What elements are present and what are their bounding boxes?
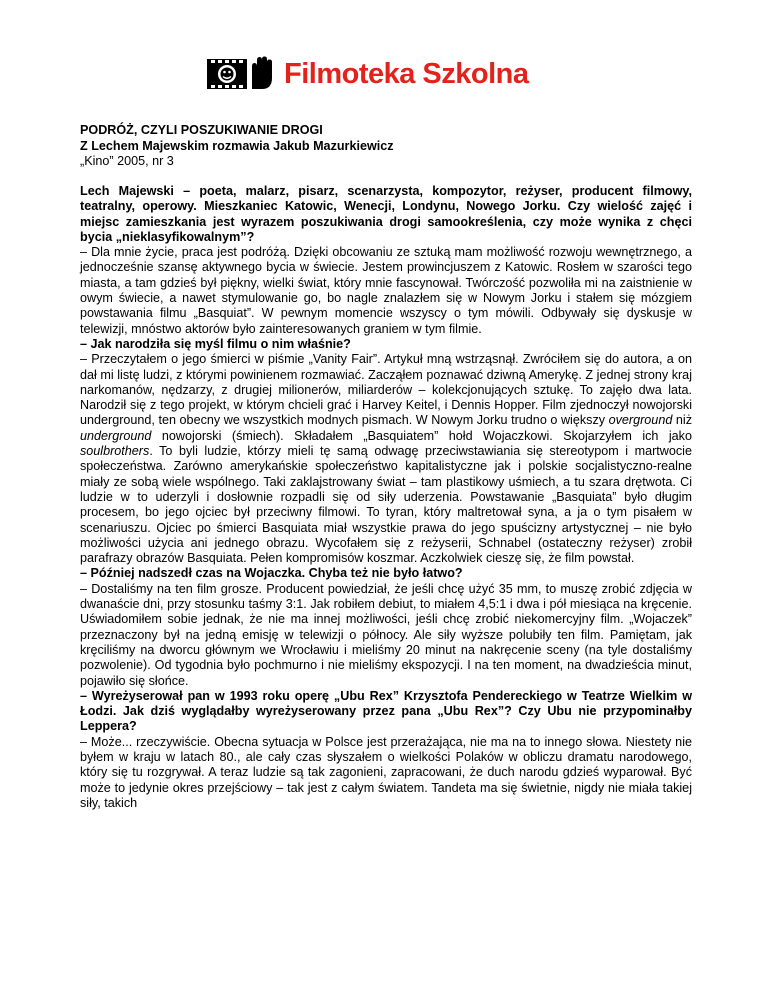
question-paragraph: – Wyreżyserował pan w 1993 roku operę „Ubu Rex” Krzysztofa Pendereckiego w Teatrze Wielkim w Łodzi. Jak dziś wyglądałby wyreżyserowany przez pana „Ubu Rex”? Czy Ubu nie przypominałby Leppera?: [80, 688, 692, 734]
answer-paragraph: – Dostaliśmy na ten film grosze. Producent powiedział, że jeśli chcę użyć 35 mm, to muszę zrobić zdjęcia w dwanaście dni, przy stosunku taśmy 3:1. Jak robiłem debiut, to miałem 4,5:1 i dwa i pół miesiąca na kręcenie. Uświadomiłem sobie jednak, że nie ma innej możliwości, jeśli chcę zrobić niekomercyjny film. „Wojaczek” przeznaczony był na jedną emisję w telewizji o północy. Ale siły wyższe polubiły ten film. Pamiętam, jak kręciliśmy na dworcu głównym we Wrocławiu i mieliśmy 20 minut na nakręcenie sceny (na tyle dostaliśmy pozwolenie). Od tygodnia było pochmurno i nie mieliśmy ekspozycji. I na ten moment, na dwadzieścia minut, pojawiło się słońce.: [80, 581, 692, 688]
article-body: [80, 184, 692, 811]
text-run: . To byli ludzie, którzy mieli tę samą odwagę przeciwstawiania się stereotypom i martwocie społeczeństwa. Zarówno amerykańskie społeczeństwo kapitalistyczne jak i polskie socjalistyczno-realne miały ze sobą wiele wspólnego. Taki zaklajstrowany świat – tam plastikowy uśmiech, a tu szara drętwota. Ci ludzie w to uderzyli i dosłownie rozpadli się od siły uderzenia. Powstawanie „Basquiata” było długim procesem, bo jego ojciec był przeciwny filmowi. To tyran, który maltretował syna, a ja o tym pisałem w scenariuszu. Ojciec po śmierci Basquiata miał wszystkie prawa do jego spuścizny artystycznej – nie było możliwości użycia ani jednego obrazu. Wycofałem się z reżyserii, Schnabel (ostateczny reżyser) zrobił parafrazy obrazów Basquiata. Pełen kompromisów koszmar. Aczkolwiek cieszę się, że film powstał.: [80, 444, 692, 566]
text-run: niż: [672, 413, 692, 428]
question-paragraph: – Jak narodziła się myśl filmu o nim właśnie?: [80, 336, 351, 351]
question-paragraph: Lech Majewski – poeta, malarz, pisarz, scenarzysta, kompozytor, reżyser, producent filmowy, teatralny, operowy. Mieszkaniec Katowic, Wenecji, Londynu, Nowego Jorku. Czy wielość zajęć i miejsc zamieszkania jest wyrazem poszukiwania drogi samookreślenia, czy może wynika z chęci bycia „nieklasyfikowalnym”?: [80, 184, 692, 244]
article-source: „Kino” 2005, nr 3: [80, 154, 174, 169]
film-reel-hand-icon: [206, 56, 282, 92]
text-run: nowojorski (śmiech). Składałem „Basquiatem” hołd Wojaczkowi. Skojarzyłem ich jako: [151, 428, 692, 443]
text-run: – Przeczytałem o jego śmierci w piśmie „Vanity Fair”. Artykuł mną wstrząsnął. Zwróciłem się do autora, a on dał mi listę ludzi, z którymi powinienem rozmawiać. Zacząłem poznawać dziwną Amerykę. Z jednej strony kraj narkomanów, nędzarzy, z drugiej milionerów, miliarderów – kolekcjonujących sztukę. To zajęło dwa lata. Narodził się z tego projekt, w którym chcieli grać i Harvey Keitel, i Dennis Hopper. Film zjednoczył nowojorski underground, ten obecny we wszystkich modnych pismach. W Nowym Jorku trudno o większy: [80, 352, 692, 428]
brand-name: Filmoteka Szkolna: [284, 58, 529, 90]
answer-paragraph: [80, 352, 692, 566]
italic-term: soulbrothers: [80, 444, 150, 459]
answer-paragraph: – Może... rzeczywiście. Obecna sytuacja w Polsce jest przerażająca, nie ma na to innego słowa. Niestety nie byłem w kraju w latach 80., ale cały czas słyszałem o wielkości Polaków w obliczu dramatu narodowego, który się tu rozgrywał. A teraz ludzie są tak zagonieni, zapracowani, że duch narodu gdzieś wyparował. Być może to jedynie okres przejściowy – tak jest z całym światem. Tandeta ma się świetnie, nigdy nie miała takiej siły, takich: [80, 734, 692, 810]
filmoteka-logo[interactable]: [206, 56, 529, 92]
italic-term: overground: [608, 413, 673, 428]
answer-paragraph: – Dla mnie życie, praca jest podróżą. Dzięki obcowaniu ze sztuką mam możliwość rozwoju wewnętrznego, a jednocześnie szansę aktywnego bycia w świecie. Jestem prowincjuszem z Katowic. Rosłem w szarości tego miasta, a tam gdzieś był piękny, wielki świat, który mnie fascynował. Twórczość pozwoliła mi na zaistnienie w owym świecie, a nawet stymulowanie go, bo nagle znalazłem się w Nowym Jorku i stałem się mózgiem powstawania filmu „Basquiat”. W pewnym momencie wszyscy o tym mówili. Odbywały się dyskusje w telewizji, mnóstwo aktorów było zainteresowanych graniem w tym filmie.: [80, 245, 692, 336]
article-header: [80, 123, 692, 170]
question-paragraph: – Później nadszedł czas na Wojaczka. Chyba też nie było łatwo?: [80, 566, 463, 581]
article-subtitle: Z Lechem Majewskim rozmawia Jakub Mazurkiewicz: [80, 138, 394, 153]
italic-term: underground: [80, 428, 152, 443]
article-title: PODRÓŻ, CZYLI POSZUKIWANIE DROGI: [80, 123, 323, 137]
